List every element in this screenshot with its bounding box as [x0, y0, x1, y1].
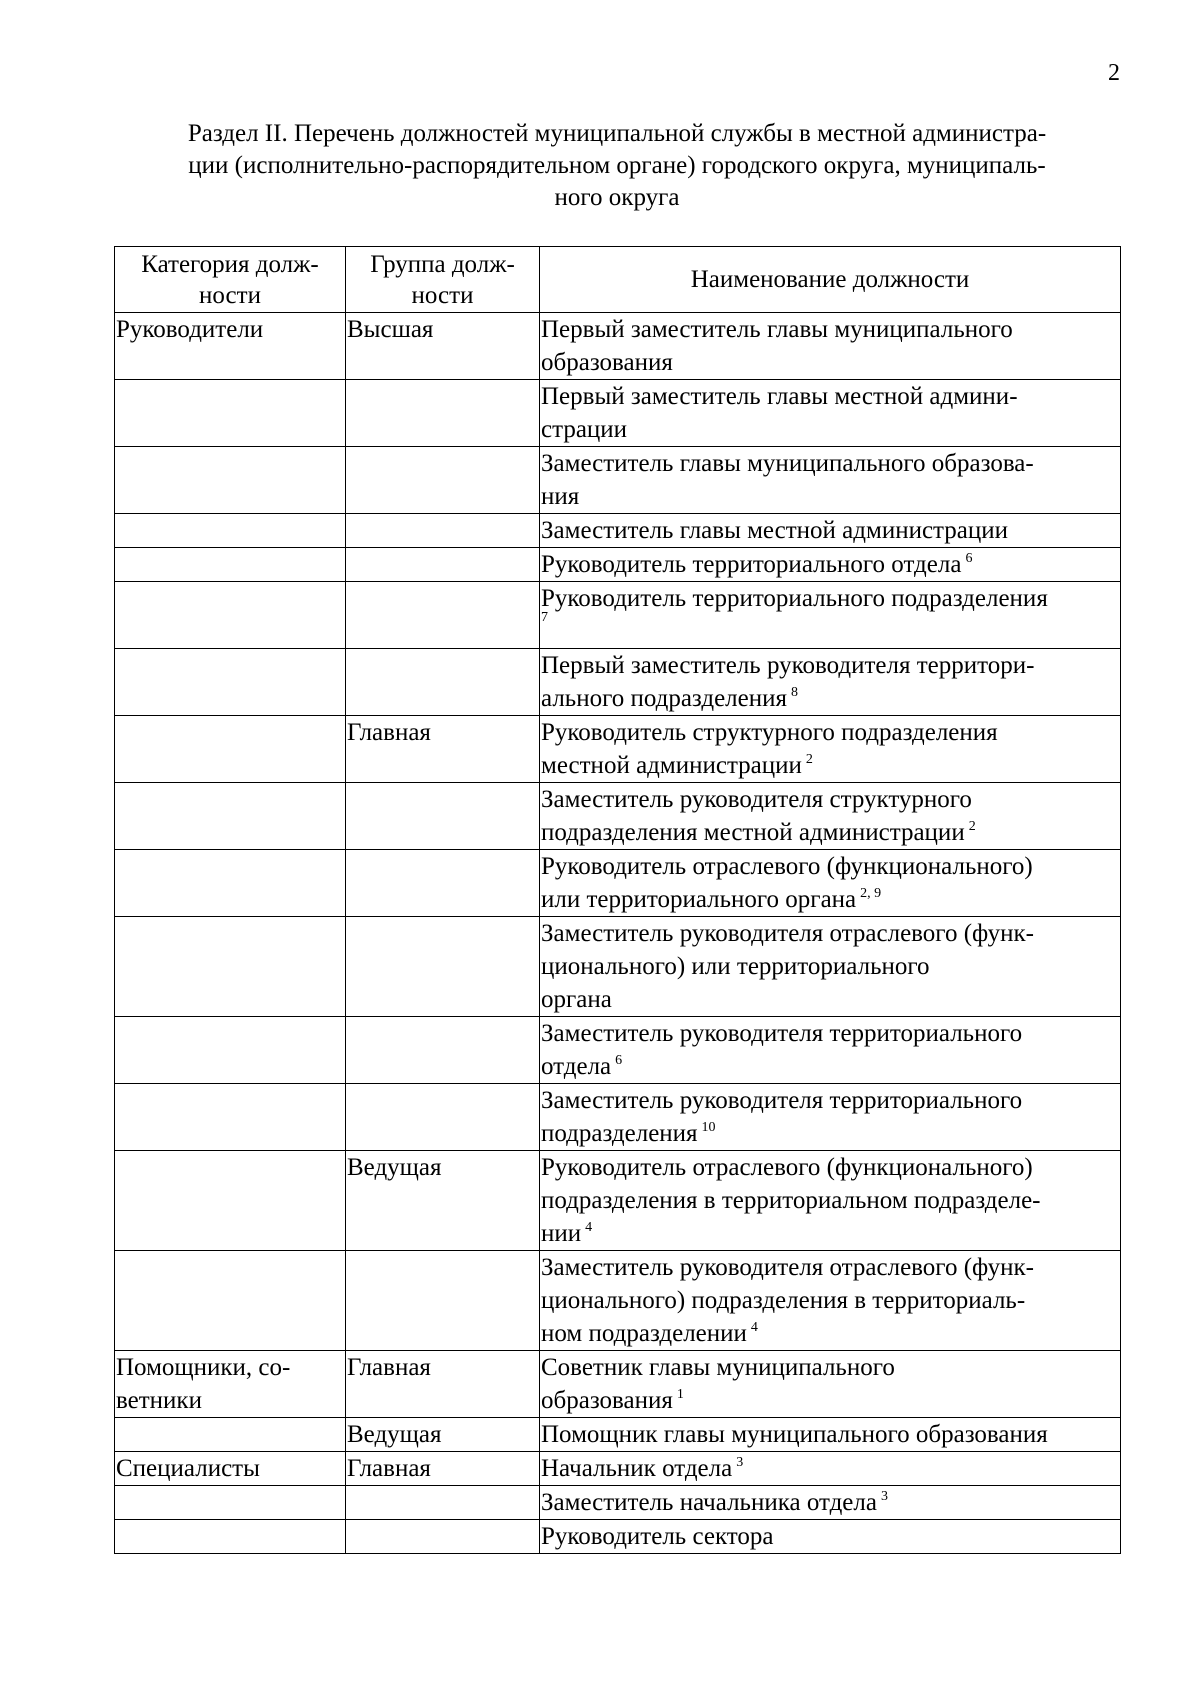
cell-position-name	[540, 917, 1121, 1017]
cell-position-name	[540, 1351, 1121, 1418]
table-row	[115, 917, 1121, 1017]
cell-position-name	[540, 1017, 1121, 1084]
position-name-text: подразделения в территориальном подразделе-	[541, 1187, 1041, 1214]
cell-position-name	[540, 783, 1121, 850]
table-row	[115, 1486, 1121, 1520]
position-name-text: подразделения	[541, 1120, 698, 1147]
position-name-text: Руководитель структурного подразделения	[541, 719, 998, 746]
header-group-line: ности	[411, 281, 474, 309]
position-name-text: Первый заместитель главы муниципального	[541, 316, 1013, 343]
cell-position-name	[540, 649, 1121, 716]
cell-category	[115, 716, 346, 783]
cell-position-name	[540, 1251, 1121, 1351]
cell-group	[346, 548, 540, 582]
cell-position-name	[540, 380, 1121, 447]
table-row	[115, 548, 1121, 582]
table-row	[115, 1251, 1121, 1351]
title-line: Раздел II. Перечень должностей муниципальной службы в местной администра-	[187, 120, 1047, 147]
cell-position-name	[540, 1452, 1121, 1486]
cell-position-name	[540, 514, 1121, 548]
cell-category	[115, 313, 346, 380]
cell-group	[346, 514, 540, 548]
cell-group	[346, 582, 540, 649]
table-row	[115, 649, 1121, 716]
cell-category	[115, 380, 346, 447]
position-name-text: образования	[541, 1387, 673, 1414]
footnote-marker: 6	[615, 1053, 623, 1068]
category-text: Руководители	[116, 316, 264, 343]
table-row	[115, 1418, 1121, 1452]
position-name-text: нии	[541, 1220, 582, 1247]
table-row	[115, 783, 1121, 850]
cell-group	[346, 850, 540, 917]
cell-category	[115, 1151, 346, 1251]
position-name-text: Заместитель начальника отдела	[541, 1489, 877, 1516]
cell-position-name	[540, 850, 1121, 917]
table-row	[115, 1017, 1121, 1084]
cell-group	[346, 1251, 540, 1351]
position-name-text: образования	[541, 349, 673, 376]
position-name-text: или территориального органа	[541, 886, 857, 913]
cell-group: Ведущая	[346, 1418, 540, 1452]
table-row	[115, 582, 1121, 649]
footnote-marker: 4	[750, 1320, 758, 1335]
position-name-text: страции	[541, 416, 628, 443]
cell-group	[346, 447, 540, 514]
table-row	[115, 1351, 1121, 1418]
cell-position-name	[540, 582, 1121, 649]
cell-group	[346, 649, 540, 716]
section-title	[120, 118, 1114, 214]
cell-group	[346, 1520, 540, 1554]
position-name-text: Заместитель руководителя отраслевого (функ-	[541, 1254, 1034, 1281]
footnote-marker: 6	[965, 551, 973, 566]
cell-group	[346, 1084, 540, 1151]
cell-position-name	[540, 548, 1121, 582]
position-name-text: органа	[541, 986, 612, 1013]
title-line: ции (исполнительно-распорядительном органе) городского округа, муниципаль-	[188, 152, 1046, 179]
footnote-marker: 3	[880, 1489, 888, 1504]
position-name-text: Заместитель руководителя структурного	[541, 786, 972, 813]
cell-category	[115, 1084, 346, 1151]
header-group-line: Группа долж-	[370, 250, 515, 278]
footnote-marker: 2	[968, 819, 976, 834]
position-name-text: Первый заместитель руководителя территори-	[541, 652, 1035, 679]
position-name-text: ционального) подразделения в территориаль-	[541, 1287, 1026, 1314]
cell-category	[115, 582, 346, 649]
title-line: ного округа	[554, 184, 680, 211]
cell-group	[346, 917, 540, 1017]
table-row	[115, 313, 1121, 380]
position-name-text: ном подразделении	[541, 1320, 747, 1347]
position-name-text: Руководитель территориального отдела	[541, 551, 962, 578]
position-name-text: Первый заместитель главы местной админи-	[541, 383, 1018, 410]
cell-group	[346, 1017, 540, 1084]
cell-position-name	[540, 1418, 1121, 1452]
table-row	[115, 716, 1121, 783]
cell-category	[115, 1520, 346, 1554]
position-name-text: Руководитель отраслевого (функционального)	[541, 853, 1033, 880]
category-text: Помощники, со-	[116, 1354, 291, 1381]
cell-position-name	[540, 1486, 1121, 1520]
table-row	[115, 1084, 1121, 1151]
position-name-text: ционального) или территориального	[541, 953, 930, 980]
header-group	[346, 247, 540, 313]
cell-category	[115, 1251, 346, 1351]
cell-group: Главная	[346, 1452, 540, 1486]
cell-category	[115, 1351, 346, 1418]
position-name-text: местной администрации	[541, 752, 802, 779]
cell-group: Высшая	[346, 313, 540, 380]
page-number: 2	[1108, 60, 1120, 86]
table-row	[115, 514, 1121, 548]
table-row	[115, 447, 1121, 514]
footnote-marker: 3	[736, 1455, 744, 1470]
footnote-marker: 7	[541, 610, 548, 625]
category-text: Специалисты	[116, 1455, 260, 1482]
footnote-marker: 1	[676, 1387, 684, 1402]
table-row	[115, 1151, 1121, 1251]
cell-position-name	[540, 1084, 1121, 1151]
footnote-marker: 10	[701, 1120, 716, 1135]
category-text: ветники	[116, 1387, 202, 1414]
cell-position-name	[540, 1520, 1121, 1554]
cell-category	[115, 1418, 346, 1452]
position-name-text: Советник главы муниципального	[541, 1354, 895, 1381]
header-category-line: Категория долж-	[141, 250, 319, 278]
position-name-text: Заместитель руководителя отраслевого (функ-	[541, 920, 1034, 947]
position-name-text: подразделения местной администрации	[541, 819, 965, 846]
cell-category	[115, 649, 346, 716]
cell-group	[346, 783, 540, 850]
cell-group: Ведущая	[346, 1151, 540, 1251]
table-body	[115, 313, 1121, 1554]
cell-position-name	[540, 313, 1121, 380]
footnote-marker: 8	[791, 685, 798, 700]
cell-position-name	[540, 447, 1121, 514]
position-name-text: Руководитель отраслевого (функционального)	[541, 1154, 1033, 1181]
footnote-marker: 2	[805, 752, 813, 767]
table-row	[115, 380, 1121, 447]
position-name-text: Начальник отдела	[541, 1455, 733, 1482]
table-header-row	[115, 247, 1121, 313]
position-name-text: Заместитель главы местной администрации	[541, 517, 1009, 544]
cell-category	[115, 1017, 346, 1084]
cell-category	[115, 1486, 346, 1520]
cell-category	[115, 514, 346, 548]
position-name-text: ния	[541, 483, 580, 510]
positions-table	[114, 246, 1121, 1554]
position-name-text: Руководитель сектора	[541, 1523, 774, 1550]
footnote-marker: 2, 9	[860, 886, 882, 901]
position-name-text: ального подразделения	[541, 685, 787, 712]
position-name-text: Заместитель руководителя территориального	[541, 1087, 1023, 1114]
cell-position-name	[540, 716, 1121, 783]
cell-category	[115, 783, 346, 850]
cell-group	[346, 380, 540, 447]
header-category	[115, 247, 346, 313]
cell-group: Главная	[346, 1351, 540, 1418]
cell-category	[115, 548, 346, 582]
cell-category	[115, 917, 346, 1017]
position-name-text: Руководитель территориального подразделения	[541, 585, 1048, 612]
cell-category	[115, 850, 346, 917]
header-category-line: ности	[199, 281, 261, 309]
position-name-text: Заместитель руководителя территориального	[541, 1020, 1023, 1047]
position-name-text: Помощник главы муниципального образования	[541, 1421, 1048, 1448]
cell-group: Главная	[346, 716, 540, 783]
cell-position-name	[540, 1151, 1121, 1251]
cell-category	[115, 1452, 346, 1486]
footnote-marker: 4	[585, 1220, 593, 1235]
table-row	[115, 850, 1121, 917]
cell-category	[115, 447, 346, 514]
table-row	[115, 1452, 1121, 1486]
position-name-text: отдела	[541, 1053, 612, 1080]
position-name-text: Заместитель главы муниципального образова-	[541, 450, 1034, 477]
header-position-name: Наименование должности	[540, 247, 1121, 313]
cell-group	[346, 1486, 540, 1520]
table-row	[115, 1520, 1121, 1554]
